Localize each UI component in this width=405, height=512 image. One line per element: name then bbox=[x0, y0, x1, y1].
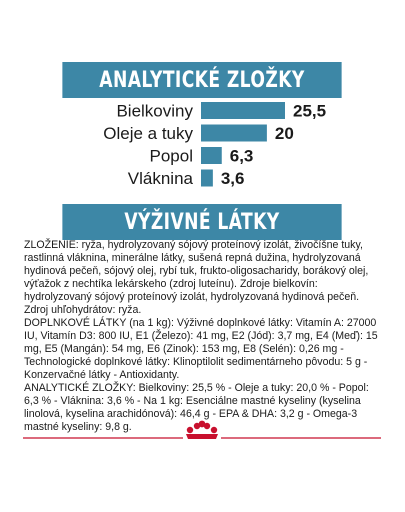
bar-chart-svg bbox=[0, 98, 405, 198]
royal-canin-logo-footer-svg bbox=[23, 418, 381, 448]
nutritive-substances-banner bbox=[62, 204, 341, 240]
analytic-bar-chart bbox=[0, 98, 405, 198]
category-label: Oleje a tuky bbox=[103, 124, 193, 143]
value-label: 6,3 bbox=[229, 146, 254, 166]
category-label: Bielkoviny bbox=[116, 101, 193, 121]
crown-logo-icon bbox=[186, 421, 218, 439]
value-label: 20 bbox=[274, 124, 294, 143]
composition-text: ZLOŽENIE: ryža, hydrolyzovaný sójový proteínový izolát, živočíšne tuky, rastlinná vláknina, minerálne látky, sušená repná dužina, hydrolyzovaná hydinová pečeň, sójový olej, rybí tuk, frukto-oligosacharidy, borákový olej, výťažok z nechtíka lekárskeho (zdroj luteínu). Zdroje bielkovín: hydrolyzovaný sójový proteínový izolát, hydrolyzovaná hydinová pečeň. Zdroj uhľohydrátov: ryža. bbox=[24, 239, 369, 316]
bar bbox=[201, 147, 222, 164]
value-label: 25,5 bbox=[293, 101, 327, 121]
bar bbox=[201, 170, 213, 187]
bar bbox=[201, 102, 285, 119]
category-label: Vláknina bbox=[127, 169, 193, 188]
nutritive-substances-title: VÝŽIVNÉ LÁTKY bbox=[124, 209, 280, 235]
analytic-components-banner bbox=[62, 62, 341, 98]
additives-text: DOPLNKOVÉ LÁTKY (na 1 kg): Výživné doplnkové látky: Vitamín A: 27000 IU, Vitamín D3: 800 IU, E1 (Železo): 41 mg, E2 (Jód): 3,7 mg, E4 (Meď): 15 mg, E5 (Mangán): 54 mg, E6 (Zinok): 153 mg, E8 (Selén): 0,26 mg - Technologické doplnkové látky: Klinoptilolit sedimentárneho pôvodu: 5 g - Konzervačné látky - Antioxidanty. bbox=[24, 317, 378, 381]
analytic-components-title: ANALYTICKÉ ZLOŽKY bbox=[99, 67, 305, 93]
category-label: Popol bbox=[149, 146, 193, 166]
value-label: 3,6 bbox=[220, 169, 245, 188]
product-description bbox=[24, 239, 384, 434]
royal-canin-footer bbox=[23, 418, 381, 448]
analytic-components-text: ANALYTICKÉ ZLOŽKY: Bielkoviny: 25,5 % - Oleje a tuky: 20,0 % - Popol: 6,3 % - Vláknina: 3,6 % - Na 1 kg: Esenciálne mastné kyseliny (kyselina linolová, kyselina arachidónová): 46,4 g - EPA & DHA: 3,2 g - Omega-3 mastné kyseliny: 9,8 g. bbox=[24, 382, 369, 433]
bar bbox=[201, 125, 267, 142]
